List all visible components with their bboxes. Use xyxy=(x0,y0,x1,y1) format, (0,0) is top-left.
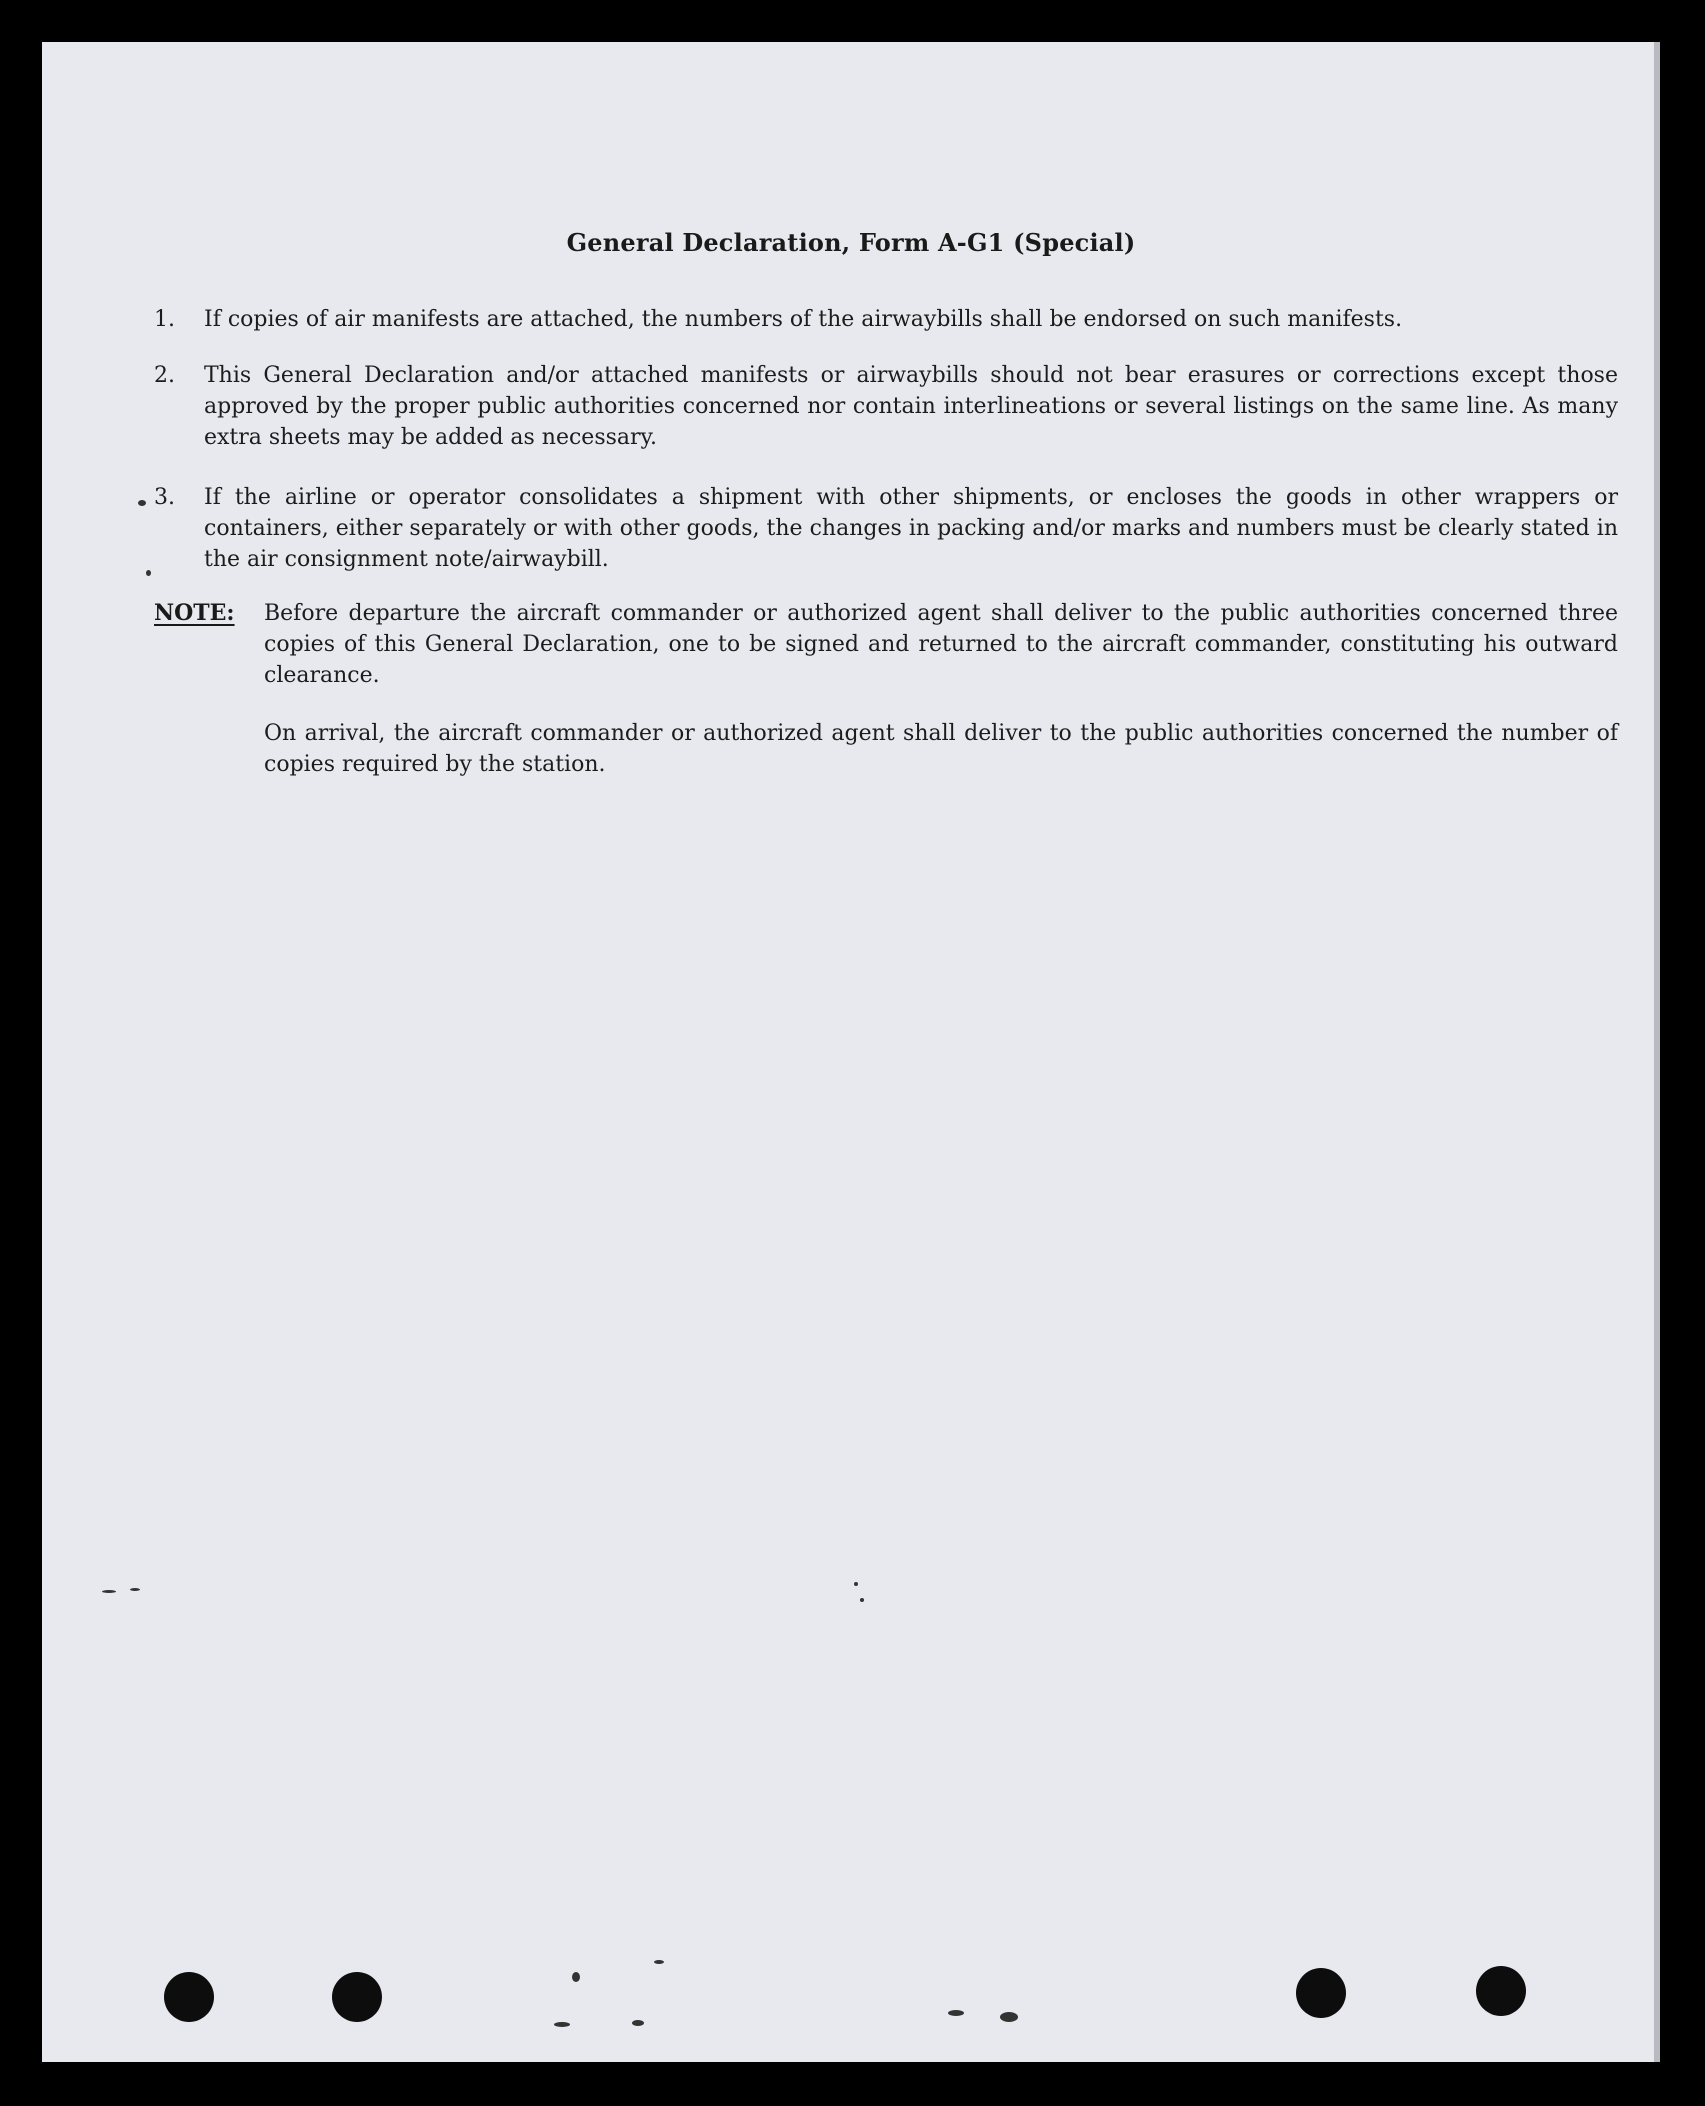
scan-speck xyxy=(854,1582,858,1586)
scan-speck xyxy=(1000,2012,1018,2022)
scan-speck xyxy=(948,2010,964,2016)
scan-speck xyxy=(102,1590,116,1593)
note-paragraph: Before departure the aircraft commander or authorized agent shall deliver to the public authorities concerned three copies of this General Declaration, one to be signed and returned to the aircraft commander, constituting his outward clearance. xyxy=(264,601,1618,688)
scan-speck xyxy=(654,1960,664,1964)
punch-hole xyxy=(332,1972,382,2022)
note-paragraph: On arrival, the aircraft commander or authorized agent shall deliver to the public authorities concerned the number of copies required by the station. xyxy=(264,721,1618,777)
item-number: 3. xyxy=(154,485,175,510)
item-text: This General Declaration and/or attached manifests or airwaybills should not bear erasures or corrections except those approved by the proper public authorities concerned nor contain interlineations or several listings on the same line. As many extra sheets may be added as necessary. xyxy=(204,363,1618,450)
punch-hole xyxy=(1296,1968,1346,2018)
scan-speck xyxy=(130,1588,140,1591)
scan-speck xyxy=(138,500,146,506)
scan-speck xyxy=(860,1598,864,1602)
document-page xyxy=(42,42,1660,2062)
scan-speck xyxy=(554,2022,570,2027)
item-text: If copies of air manifests are attached, the numbers of the airwaybills shall be endorsed on such manifests. xyxy=(204,307,1403,332)
item-number: 1. xyxy=(154,307,175,332)
scan-speck xyxy=(632,2020,644,2026)
scan-speck xyxy=(146,570,151,576)
punch-hole xyxy=(164,1972,214,2022)
punch-hole xyxy=(1476,1966,1526,2016)
note-label: NOTE: xyxy=(154,600,235,626)
item-number: 2. xyxy=(154,363,175,388)
scan-speck xyxy=(572,1972,580,1982)
item-text: If the airline or operator consolidates a shipment with other shipments, or encloses the goods in other wrappers or containers, either separately or with other goods, the changes in packing and/or marks and numbers must be clearly stated in the air consignment note/airwaybill. xyxy=(204,485,1618,572)
document-title: General Declaration, Form A-G1 (Special) xyxy=(566,228,1136,257)
